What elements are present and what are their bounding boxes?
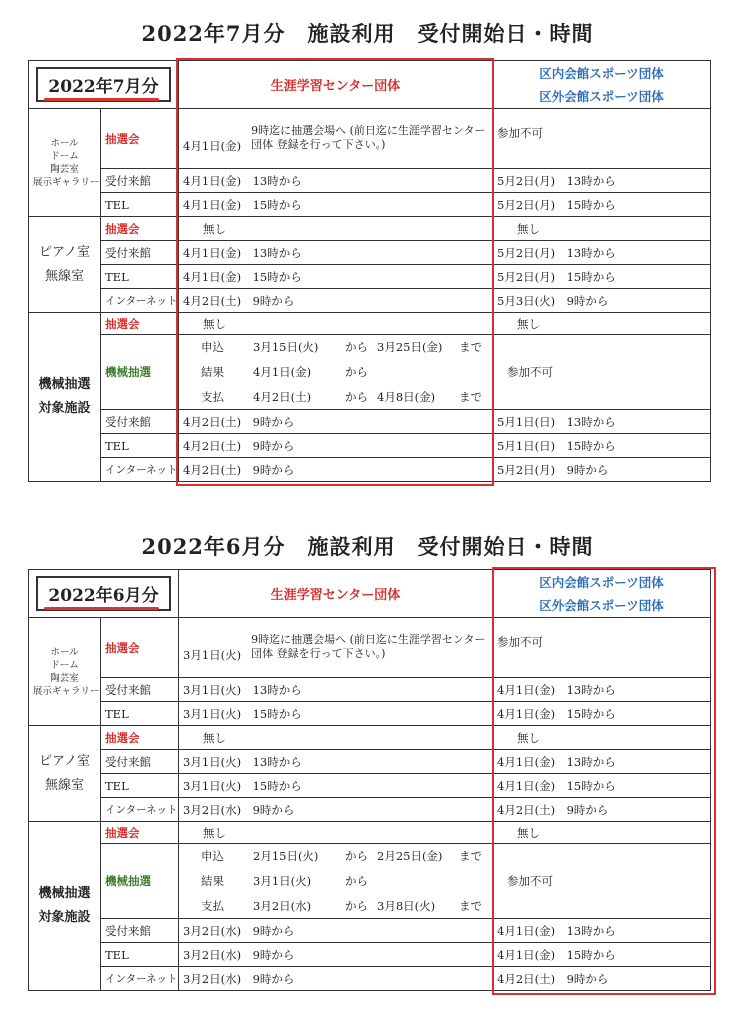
result-from: から bbox=[345, 364, 368, 379]
machine-mech-sports: 参加不可 bbox=[493, 335, 711, 410]
row-label-lottery: 抽選会 bbox=[101, 313, 179, 335]
pay-start: 3月2日(水) bbox=[253, 898, 312, 913]
row-label-visit: 受付来館 bbox=[101, 750, 179, 774]
month-header-cell bbox=[29, 570, 179, 618]
result-label: 結果 bbox=[201, 364, 224, 379]
hall-tel-lifelong: 3月1日(火) 15時から bbox=[179, 702, 493, 726]
category-line: 展示ギャラリー bbox=[33, 685, 100, 697]
row-label-visit: 受付来館 bbox=[101, 678, 179, 702]
hall-lottery-date: 4月1日(金) bbox=[183, 138, 242, 153]
sports-column-header bbox=[493, 570, 711, 618]
piano-tel-sports: 4月1日(金) 15時から bbox=[493, 774, 711, 798]
row-label-machine-lottery: 機械抽選 bbox=[101, 335, 179, 410]
apply-label: 申込 bbox=[201, 340, 224, 355]
row-label-tel: TEL bbox=[101, 265, 179, 289]
pay-end: 3月8日(火) bbox=[377, 898, 436, 913]
month-underline bbox=[44, 98, 158, 101]
piano-lottery-sports: 無し bbox=[493, 726, 711, 750]
category-line: ドーム bbox=[50, 659, 79, 671]
category-line: 無線室 bbox=[44, 268, 84, 284]
lifelong-column-header: 生涯学習センター団体 bbox=[179, 570, 493, 618]
sports-column-header bbox=[493, 61, 711, 109]
hall-visit-sports: 5月2日(月) 13時から bbox=[493, 169, 711, 193]
category-line: ホール bbox=[50, 137, 79, 149]
result-start: 4月1日(金) bbox=[253, 364, 312, 379]
row-label-lottery: 抽選会 bbox=[101, 217, 179, 241]
machine-category bbox=[29, 313, 101, 482]
apply-from: から bbox=[345, 849, 368, 864]
sports-header-line-1: 区内会館スポーツ団体 bbox=[539, 574, 664, 590]
pay-label: 支払 bbox=[201, 898, 224, 913]
apply-until: まで bbox=[459, 340, 482, 355]
machine-tel-sports: 5月1日(日) 15時から bbox=[493, 434, 711, 458]
row-label-tel: TEL bbox=[101, 774, 179, 798]
category-line: 展示ギャラリー bbox=[33, 176, 100, 188]
category-line: 陶芸室 bbox=[50, 672, 79, 684]
apply-end: 2月25日(金) bbox=[377, 849, 443, 864]
result-from: から bbox=[345, 873, 368, 888]
section-title: 2022年7月分 施設利用 受付開始日・時間 bbox=[141, 21, 594, 46]
hall-visit-lifelong: 4月1日(金) 13時から bbox=[179, 169, 493, 193]
hall-tel-sports: 4月1日(金) 15時から bbox=[493, 702, 711, 726]
machine-lottery-schedule bbox=[179, 844, 493, 919]
piano-category bbox=[29, 217, 101, 313]
june-section bbox=[0, 515, 735, 1020]
category-line: ドーム bbox=[50, 150, 79, 162]
category-line: ホール bbox=[50, 646, 79, 658]
pay-start: 4月2日(土) bbox=[253, 389, 312, 404]
pay-from: から bbox=[345, 389, 368, 404]
apply-row bbox=[201, 339, 492, 355]
row-label-lottery: 抽選会 bbox=[101, 822, 179, 844]
apply-start: 3月15日(火) bbox=[253, 340, 319, 355]
category-line: 機械抽選 bbox=[38, 377, 91, 392]
row-label-machine-lottery: 機械抽選 bbox=[101, 844, 179, 919]
category-line: 対象施設 bbox=[38, 401, 91, 416]
machine-category bbox=[29, 822, 101, 991]
piano-tel-lifelong: 3月1日(火) 15時から bbox=[179, 774, 493, 798]
machine-net-sports: 5月2日(月) 9時から bbox=[493, 458, 711, 482]
row-label-tel: TEL bbox=[101, 193, 179, 217]
category-line: 機械抽選 bbox=[38, 886, 91, 901]
pay-end: 4月8日(金) bbox=[377, 389, 436, 404]
machine-lottery-lifelong: 無し bbox=[179, 313, 493, 335]
category-line: ピアノ室 bbox=[39, 753, 90, 769]
machine-lottery-schedule bbox=[179, 335, 493, 410]
pay-row bbox=[201, 389, 492, 405]
piano-net-sports: 4月2日(土) 9時から bbox=[493, 798, 711, 822]
machine-tel-lifelong: 4月2日(土) 9時から bbox=[179, 434, 493, 458]
hall-visit-lifelong: 3月1日(火) 13時から bbox=[179, 678, 493, 702]
hall-lottery-note: 9時迄に抽選会場へ (前日迄に生涯学習センター団体 登録を行って下さい。) bbox=[251, 632, 486, 660]
apply-label: 申込 bbox=[201, 849, 224, 864]
row-label-visit: 受付来館 bbox=[101, 919, 179, 943]
lifelong-column-header: 生涯学習センター団体 bbox=[179, 61, 493, 109]
hall-category bbox=[29, 618, 101, 726]
row-label-internet: インターネット bbox=[101, 458, 179, 482]
row-label-internet: インターネット bbox=[101, 967, 179, 991]
apply-row bbox=[201, 848, 492, 864]
row-label-visit: 受付来館 bbox=[101, 169, 179, 193]
pay-row bbox=[201, 898, 492, 914]
result-row bbox=[201, 364, 492, 380]
piano-tel-sports: 5月2日(月) 15時から bbox=[493, 265, 711, 289]
machine-net-lifelong: 4月2日(土) 9時から bbox=[179, 458, 493, 482]
machine-lottery-lifelong: 無し bbox=[179, 822, 493, 844]
hall-lottery-lifelong bbox=[179, 109, 493, 169]
piano-tel-lifelong: 4月1日(金) 15時から bbox=[179, 265, 493, 289]
sports-header-line-2: 区外会館スポーツ団体 bbox=[539, 597, 664, 613]
machine-visit-lifelong: 4月2日(土) 9時から bbox=[179, 410, 493, 434]
month-underline bbox=[44, 607, 158, 610]
machine-tel-lifelong: 3月2日(水) 9時から bbox=[179, 943, 493, 967]
row-label-visit: 受付来館 bbox=[101, 241, 179, 265]
machine-mech-sports: 参加不可 bbox=[493, 844, 711, 919]
month-header-cell bbox=[29, 61, 179, 109]
pay-until: まで bbox=[459, 898, 482, 913]
month-label-box bbox=[36, 67, 170, 102]
machine-net-sports: 4月2日(土) 9時から bbox=[493, 967, 711, 991]
piano-lottery-lifelong: 無し bbox=[179, 726, 493, 750]
section-title: 2022年6月分 施設利用 受付開始日・時間 bbox=[141, 534, 594, 559]
result-start: 3月1日(火) bbox=[253, 873, 312, 888]
hall-lottery-date: 3月1日(火) bbox=[183, 647, 242, 662]
sports-header-line-1: 区内会館スポーツ団体 bbox=[539, 65, 664, 81]
month-label-box bbox=[36, 576, 170, 611]
sports-header-line-2: 区外会館スポーツ団体 bbox=[539, 88, 664, 104]
piano-net-sports: 5月3日(火) 9時から bbox=[493, 289, 711, 313]
piano-visit-sports: 4月1日(金) 13時から bbox=[493, 750, 711, 774]
apply-end: 3月25日(金) bbox=[377, 340, 443, 355]
apply-until: まで bbox=[459, 849, 482, 864]
apply-start: 2月15日(火) bbox=[253, 849, 319, 864]
piano-net-lifelong: 3月2日(水) 9時から bbox=[179, 798, 493, 822]
result-row bbox=[201, 873, 492, 889]
hall-lottery-note: 9時迄に抽選会場へ (前日迄に生涯学習センター団体 登録を行って下さい。) bbox=[251, 123, 486, 151]
machine-net-lifelong: 3月2日(水) 9時から bbox=[179, 967, 493, 991]
row-label-lottery: 抽選会 bbox=[101, 726, 179, 750]
row-label-visit: 受付来館 bbox=[101, 410, 179, 434]
hall-category bbox=[29, 109, 101, 217]
hall-lottery-lifelong bbox=[179, 618, 493, 678]
piano-net-lifelong: 4月2日(土) 9時から bbox=[179, 289, 493, 313]
schedule-table bbox=[28, 569, 711, 991]
row-label-internet: インターネット bbox=[101, 798, 179, 822]
category-line: 対象施設 bbox=[38, 910, 91, 925]
piano-lottery-sports: 無し bbox=[493, 217, 711, 241]
machine-tel-sports: 4月1日(金) 15時から bbox=[493, 943, 711, 967]
piano-visit-sports: 5月2日(月) 13時から bbox=[493, 241, 711, 265]
hall-tel-lifelong: 4月1日(金) 15時から bbox=[179, 193, 493, 217]
machine-visit-sports: 4月1日(金) 13時から bbox=[493, 919, 711, 943]
category-line: 陶芸室 bbox=[50, 163, 79, 175]
apply-from: から bbox=[345, 340, 368, 355]
piano-visit-lifelong: 4月1日(金) 13時から bbox=[179, 241, 493, 265]
row-label-tel: TEL bbox=[101, 434, 179, 458]
category-line: 無線室 bbox=[44, 777, 84, 793]
machine-visit-lifelong: 3月2日(水) 9時から bbox=[179, 919, 493, 943]
piano-visit-lifelong: 3月1日(火) 13時から bbox=[179, 750, 493, 774]
pay-label: 支払 bbox=[201, 389, 224, 404]
schedule-table bbox=[28, 60, 711, 482]
row-label-internet: インターネット bbox=[101, 289, 179, 313]
hall-tel-sports: 5月2日(月) 15時から bbox=[493, 193, 711, 217]
piano-category bbox=[29, 726, 101, 822]
machine-lottery-sports: 無し bbox=[493, 313, 711, 335]
row-label-lottery: 抽選会 bbox=[101, 109, 179, 169]
result-label: 結果 bbox=[201, 873, 224, 888]
row-label-tel: TEL bbox=[101, 943, 179, 967]
pay-from: から bbox=[345, 898, 368, 913]
month-label: 2022年7月分 bbox=[48, 77, 159, 97]
machine-visit-sports: 5月1日(日) 13時から bbox=[493, 410, 711, 434]
hall-visit-sports: 4月1日(金) 13時から bbox=[493, 678, 711, 702]
piano-lottery-lifelong: 無し bbox=[179, 217, 493, 241]
row-label-lottery: 抽選会 bbox=[101, 618, 179, 678]
month-label: 2022年6月分 bbox=[48, 586, 159, 606]
pay-until: まで bbox=[459, 389, 482, 404]
machine-lottery-sports: 無し bbox=[493, 822, 711, 844]
hall-lottery-sports: 参加不可 bbox=[493, 618, 711, 678]
row-label-tel: TEL bbox=[101, 702, 179, 726]
category-line: ピアノ室 bbox=[39, 244, 90, 260]
hall-lottery-sports: 参加不可 bbox=[493, 109, 711, 169]
july-section bbox=[0, 0, 735, 505]
